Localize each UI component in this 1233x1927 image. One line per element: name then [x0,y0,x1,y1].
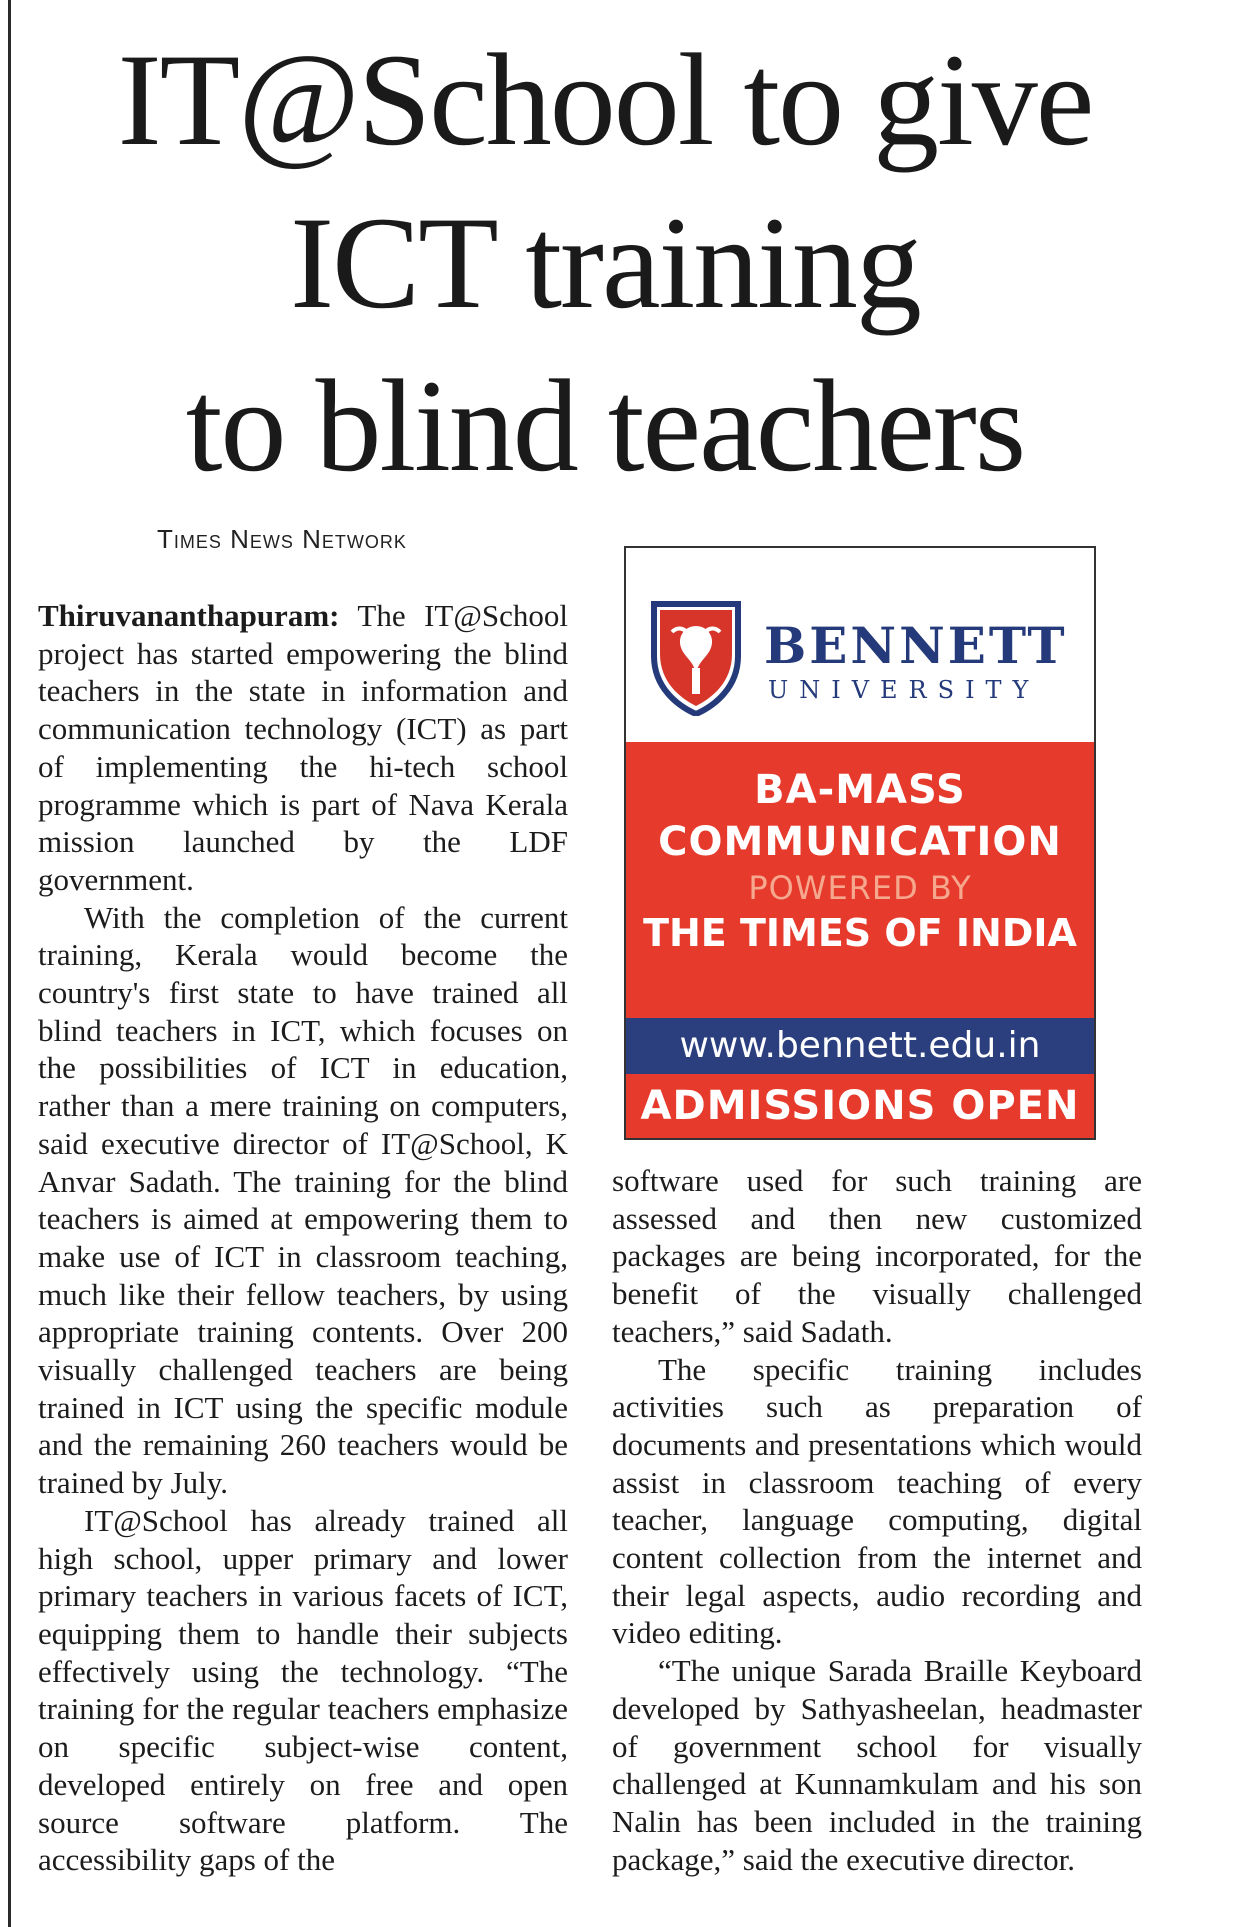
article-paragraph-4: software used for such training are assessed and then new customized packages are being incorporated, for the benefit of the visually challenged teachers,” said Sadath. [612,1163,1142,1349]
ad-course-title [626,764,1094,868]
university-subtitle: UNIVERSITY [768,676,1040,704]
article-paragraph-1 [38,597,568,899]
university-shield-icon [648,596,744,716]
headline-line-1: IT@School to give [117,26,1093,173]
ad-logo-area [626,548,1094,738]
paragraph-1-text: The IT@School project has started empowering the blind teachers in the state in information and communication technology (ICT) as part of implementing the hi-tech school programme which is part of Nava Kerala mission launched by the LDF government. [38,598,568,897]
ad-partner: THE TIMES OF INDIA [643,911,1077,955]
byline: Times News Network [157,524,407,554]
article-column-left [38,597,568,1879]
dateline: Thiruvananthapuram: [38,598,340,633]
ad-cta: ADMISSIONS OPEN [640,1083,1080,1129]
page-edge [8,0,11,1927]
ad-course-line-2: COMMUNICATION [658,819,1062,865]
ad-red-panel [626,742,1094,1138]
article-paragraph-2: With the completion of the current training, Kerala would become the country's first state to have trained all blind teachers in ICT, which focuses on the possibilities of ICT in education, rather than a mere training on computers, said executive director of IT@School, K Anvar Sadath. The training for the blind teachers is aimed at empowering them to make use of ICT in classroom teaching, much like their fellow teachers, by using appropriate training contents. Over 200 visually challenged teachers are being trained in ICT using the specific module and the remaining 260 teachers would be trained by July. [38,899,568,1501]
ad-course-line-1: BA-MASS [754,767,966,813]
headline-line-3: to blind teachers [185,352,1025,499]
bennett-advertisement [624,546,1096,1140]
headline [40,18,1170,507]
article-paragraph-5: The specific training includes activities such as preparation of documents and presentations which would assist in classroom teaching of every teacher, language computing, digital content collection from the internet and their legal aspects, audio recording and video editing. [612,1351,1142,1651]
article-paragraph-6: “The unique Sarada Braille Keyboard developed by Sathyasheelan, headmaster of government school for visually challenged at Kunnamkulam and his son Nalin has been included in the training package,” said the executive director. [612,1653,1142,1877]
ad-powered-by: POWERED BY [748,869,972,907]
article-paragraph-3: IT@School has already trained all high school, upper primary and lower primary teachers in various facets of ICT, equipping them to handle their subjects effectively using the technology. “The training for the regular teachers emphasize on specific subject-wise content, developed entirely on free and open source software platform. The accessibility gaps of the [38,1502,568,1878]
ad-url: www.bennett.edu.in [626,1018,1094,1074]
headline-line-2: ICT training [290,189,920,336]
article-column-right [612,1162,1142,1878]
university-name: BENNETT [764,616,1068,675]
